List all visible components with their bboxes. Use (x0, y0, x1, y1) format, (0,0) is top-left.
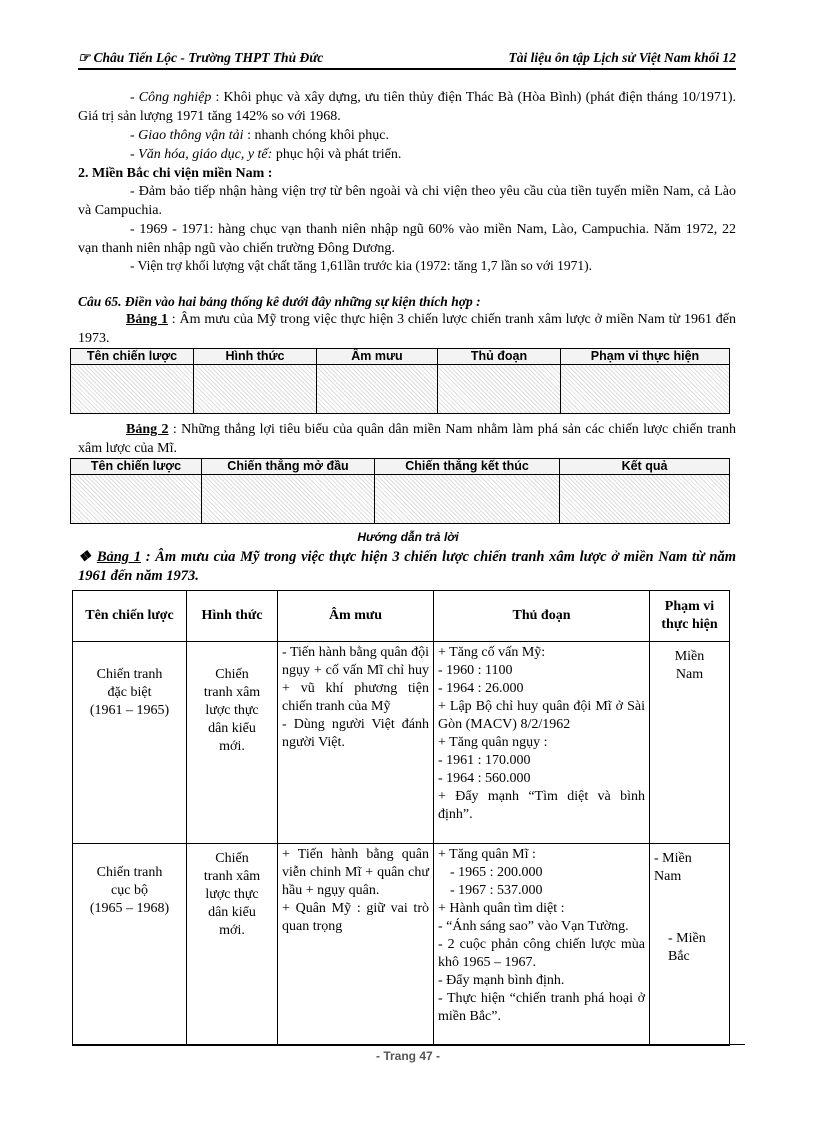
cell-line: - “Ánh sáng sao” vào Vạn Tường. (438, 919, 629, 934)
answer-header-cell: Thủ đoạn (434, 591, 650, 642)
section-2-title: 2. Miền Bắc chi viện miền Nam : (78, 166, 273, 181)
cell-line: + Tiến hành bằng quân viễn chinh Mĩ + quân chư hầu + ngụy quân. (282, 847, 429, 898)
bang2-blank-cell[interactable] (560, 475, 730, 524)
cell-line: lược thực (205, 703, 259, 718)
cell-line: (1965 – 1968) (89, 901, 170, 916)
bang2-blank-cell[interactable] (71, 475, 202, 524)
cell-line: Nam (675, 667, 704, 682)
cell-line: - Tiến hành bằng quân đội ngụy + cố vấn Mĩ chỉ huy + vũ khí phương tiện chiến tranh của Mỹ (282, 645, 429, 714)
cell-line: Chiến (215, 667, 249, 682)
plot-cell (278, 844, 434, 1046)
cell-line: + Quân Mỹ : giữ vai trò quan trọng (282, 901, 429, 934)
tactics-cell (434, 844, 650, 1046)
cell-line: - Miền Nam (654, 851, 692, 884)
strategy-name-cell (73, 642, 187, 844)
cell-line: - 1961 : 170.000 (438, 753, 531, 768)
bang1-description: Bảng 1 : Âm mưu của Mỹ trong việc thực hiện 3 chiến lược chiến tranh xâm lược ở miền Nam từ 1961 đến 1973. (78, 312, 736, 346)
bang1-header-cell: Phạm vi thực hiện (561, 349, 730, 365)
section-2-paragraph-3: - Viện trợ khối lượng vật chất tăng 1,61lần trước kia (1972: tăng 1,7 lần so với 1971). (130, 258, 593, 273)
cell-line: đặc biệt (107, 685, 152, 700)
transport-paragraph: - Giao thông vận tải : nhanh chóng khôi phục. (130, 128, 389, 143)
cell-line: lược thực (205, 887, 259, 902)
cell-line: + Tăng quân ngụy : (438, 735, 548, 750)
cell-line: cục bộ (111, 883, 148, 898)
cell-line: Chiến tranh (96, 667, 163, 682)
bang2-blank-cell[interactable] (202, 475, 375, 524)
bang2-description: Bảng 2 : Những thắng lợi tiêu biểu của quân dân miền Nam nhằm làm phá sản các chiến lược chiến tranh xâm lược của Mĩ. (78, 422, 736, 456)
cell-line: - 1965 : 200.000 (450, 865, 543, 880)
footer-rule (72, 1044, 745, 1045)
page-header (78, 48, 736, 70)
bang1-header-cell: Hình thức (194, 349, 317, 365)
bang1-header-cell: Âm mưu (317, 349, 438, 365)
header-author: ☞ Châu Tiến Lộc - Trường THPT Thủ Đức (78, 50, 324, 65)
bang2-blank-table (70, 458, 730, 524)
hand-pointer-icon: ☞ (78, 50, 94, 65)
bang1-header-cell: Tên chiến lược (71, 349, 194, 365)
diamond-bullet-icon: ❖ (78, 549, 93, 565)
cell-line: + Tăng quân Mĩ : (438, 847, 536, 862)
cell-line: tranh xâm (203, 869, 261, 884)
cell-line: Chiến tranh (96, 865, 163, 880)
cell-line: + Tăng cố vấn Mỹ: (438, 645, 546, 660)
section-2-paragraph-1: - Đảm bảo tiếp nhận hàng viện trợ từ bên ngoài và chi viện theo yêu cầu của tiền tuyến miền Nam, cả Lào và Campuchia. (78, 184, 736, 218)
bang1-blank-cell[interactable] (438, 365, 561, 414)
cell-line: mới. (219, 923, 245, 938)
bang1-blank-cell[interactable] (317, 365, 438, 414)
section-2-paragraph-2: - 1969 - 1971: hàng chục vạn thanh niên nhập ngũ 60% vào miền Nam, Lào, Campuchia. Năm 1972, 22 vạn thanh niên nhập ngũ vào chiến trường Đông Dương. (78, 222, 736, 256)
culture-paragraph: - Văn hóa, giáo dục, y tế: phục hội và phát triển. (130, 147, 402, 162)
cell-line: - Đẩy mạnh bình định. (438, 973, 565, 988)
scope-cell (650, 642, 730, 844)
strategy-name-cell (73, 844, 187, 1046)
table-row (73, 642, 730, 844)
bang1-blank-cell[interactable] (561, 365, 730, 414)
answer-header-cell: Tên chiến lược (73, 591, 187, 642)
answer-header-cell: Hình thức (187, 591, 278, 642)
cell-line: - Thực hiện “chiến tranh phá hoại ở miền Bắc”. (438, 991, 645, 1024)
cell-line: - 1967 : 537.000 (450, 883, 543, 898)
answer-guide-heading: Hướng dẫn trả lời (357, 530, 459, 544)
cell-line: - 1964 : 560.000 (438, 771, 531, 786)
bang2-blank-cell[interactable] (375, 475, 560, 524)
cell-line: Chiến (215, 851, 249, 866)
table-row (73, 844, 730, 1046)
bang2-header-cell: Tên chiến lược (71, 459, 202, 475)
answer-table (72, 590, 730, 1046)
bang2-header-cell: Chiến thắng mở đầu (202, 459, 375, 475)
page-number: - Trang 47 - (375, 1049, 440, 1063)
question-65-title: Câu 65. Điền vào hai bảng thống kê dưới đây những sự kiện thích hợp : (78, 294, 481, 309)
bang1-blank-table (70, 348, 730, 414)
header-doc-title: Tài liệu ôn tập Lịch sử Việt Nam khối 12 (508, 50, 736, 65)
cell-line: + Lập Bộ chỉ huy quân đội Mĩ ở Sài Gòn (MACV) 8/2/1962 (438, 699, 645, 732)
bang1-blank-cell[interactable] (194, 365, 317, 414)
cell-line: + Đẩy mạnh “Tìm diệt và bình định”. (438, 789, 645, 822)
bang2-header-cell: Kết quả (560, 459, 730, 475)
cell-line: - Dùng người Việt đánh người Việt. (282, 717, 429, 750)
cell-line: - 1964 : 26.000 (438, 681, 524, 696)
bang1-blank-cell[interactable] (71, 365, 194, 414)
cell-line: (1961 – 1965) (89, 703, 170, 718)
cell-line: tranh xâm (203, 685, 261, 700)
form-cell (187, 844, 278, 1046)
cell-line: Miền (674, 649, 705, 664)
answer-bang1-title: ❖ Bảng 1 : Âm mưu của Mỹ trong việc thực hiện 3 chiến lược chiến tranh xâm lược ở miền Nam từ năm 1961 đến năm 1973. (78, 549, 737, 584)
answer-header-cell: Âm mưu (278, 591, 434, 642)
cell-line: - Miền Bắc (668, 931, 706, 964)
scope-cell (650, 844, 730, 1046)
cell-line: mới. (219, 739, 245, 754)
bang2-header-cell: Chiến thắng kết thúc (375, 459, 560, 475)
plot-cell (278, 642, 434, 844)
cell-line: + Hành quân tìm diệt : (438, 901, 565, 916)
tactics-cell (434, 642, 650, 844)
industry-paragraph: - Công nghiệp : Khôi phục và xây dựng, ưu tiên thủy điện Thác Bà (Hòa Bình) (phát điện tháng 10/1971). Giá trị sản lượng 1971 tăng 142% so với 1968. (78, 90, 736, 124)
cell-line: - 2 cuộc phản công chiến lược mùa khô 1965 – 1967. (438, 937, 645, 970)
cell-line: - 1960 : 1100 (438, 663, 513, 678)
cell-line: dân kiểu (208, 721, 256, 736)
bang1-header-cell: Thủ đoạn (438, 349, 561, 365)
answer-header-cell: Phạm vi thực hiện (650, 591, 730, 642)
cell-line: dân kiểu (208, 905, 256, 920)
form-cell (187, 642, 278, 844)
